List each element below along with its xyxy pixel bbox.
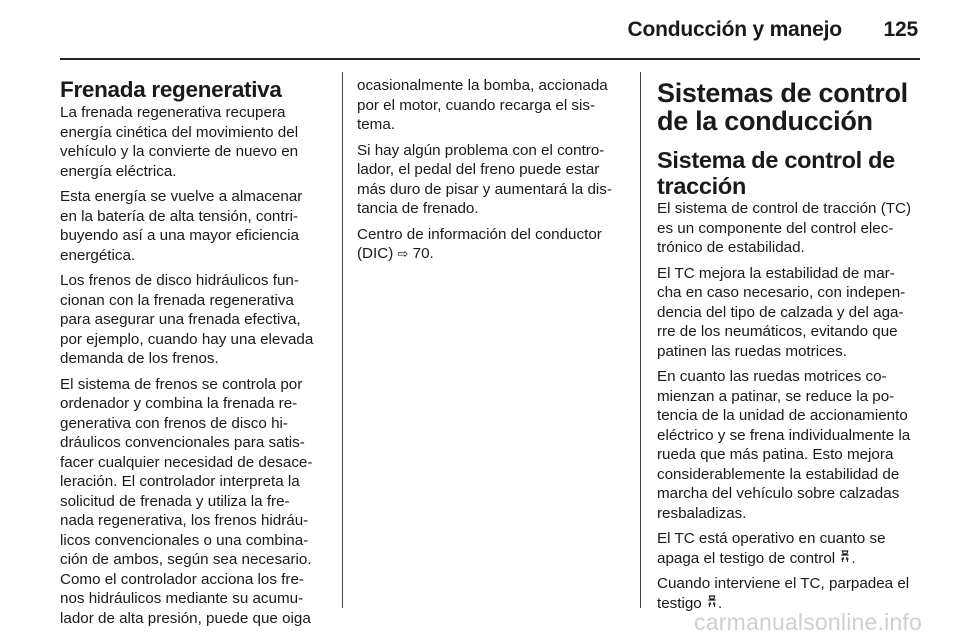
column-2 bbox=[357, 66, 625, 612]
page-number: 125 bbox=[883, 18, 918, 41]
paragraph: Esta energía se vuelve a almacenar en la batería de alta tensión, contri- buyendo así a una mayor eficiencia energética. bbox=[60, 188, 303, 264]
column-1 bbox=[60, 66, 335, 627]
subsection-heading-tc: Sistema de control de tracción bbox=[657, 147, 895, 199]
dic-reference bbox=[357, 225, 625, 264]
dic-text: Centro de información del conductor (DIC) bbox=[357, 225, 602, 262]
paragraph-end: . bbox=[851, 549, 856, 567]
paragraph-text: Cuando interviene el TC, parpadea el testigo bbox=[657, 575, 910, 612]
column-divider-1 bbox=[342, 72, 343, 608]
paragraph: El TC mejora la estabilidad de mar- cha en caso necesario, con indepen- dencia del tipo de calzada y del aga- rre de los neumáticos, evitando que patinen las ruedas motrices. bbox=[657, 264, 906, 360]
paragraph: Si hay algún problema con el contro- lador, el pedal del freno puede estar más duro de pisar y aumentará la dis- tancia de frenado. bbox=[357, 141, 612, 217]
section-heading-frenada: Frenada regenerativa bbox=[60, 77, 282, 102]
paragraph: La frenada regenerativa recupera energía cinética del movimiento del vehículo y la convierte de nuevo en energía eléctrica. bbox=[60, 104, 299, 180]
page-header bbox=[628, 18, 919, 42]
column-divider-2 bbox=[640, 72, 641, 608]
paragraph: En cuanto las ruedas motrices co- mienzan a patinar, se reduce la po- tencia de la unidad de accionamiento eléctrico y se frena individualmente la rueda que más patina. Esto mejora considerablemente la estabilidad de marcha del vehículo sobre calzadas resbaladizas. bbox=[657, 368, 911, 522]
traction-control-icon bbox=[840, 549, 851, 569]
page-reference-arrow-icon: ⇨ bbox=[397, 246, 409, 261]
paragraph: ocasionalmente la bomba, accionada por el motor, cuando recarga el sis- tema. bbox=[357, 77, 608, 133]
dic-page-link[interactable]: 70. bbox=[412, 245, 434, 262]
chapter-title: Conducción y manejo bbox=[627, 18, 842, 41]
paragraph: El sistema de frenos se controla por ordenador y combina la frenada re- generativa con frenos de disco hi- dráulicos convencionales para satis- facer cualquier necesidad de desace- leración. El controlador interpreta la solicitud de frenada y utiliza la fre- nada regenerativa, los frenos hidráu- licos convencionales o una combina- ción de ambos, según sea necesario. Como el controlador acciona los fre- nos hidráulicos mediante su acumu- lador de alta presión, puede que oiga bbox=[60, 375, 313, 627]
paragraph-text: El TC está operativo en cuanto se apaga el testigo de control bbox=[657, 530, 886, 567]
paragraph: Los frenos de disco hidráulicos fun- cionan con la frenada regenerativa para asegurar una frenada efectiva, por ejemplo, cuando hay una elevada demanda de los frenos. bbox=[60, 272, 314, 367]
section-heading-sistemas: Sistemas de control de la conducción bbox=[657, 78, 908, 136]
watermark: carmanualsonline.info bbox=[694, 609, 922, 635]
paragraph-end: . bbox=[717, 594, 723, 612]
paragraph: El sistema de control de tracción (TC) es un componente del control elec- trónico de estabilidad. bbox=[657, 200, 912, 256]
paragraph-tc-operativo bbox=[657, 529, 923, 568]
header-rule bbox=[60, 58, 920, 60]
column-3 bbox=[657, 66, 923, 612]
paragraph-tc-interviene bbox=[657, 574, 923, 613]
